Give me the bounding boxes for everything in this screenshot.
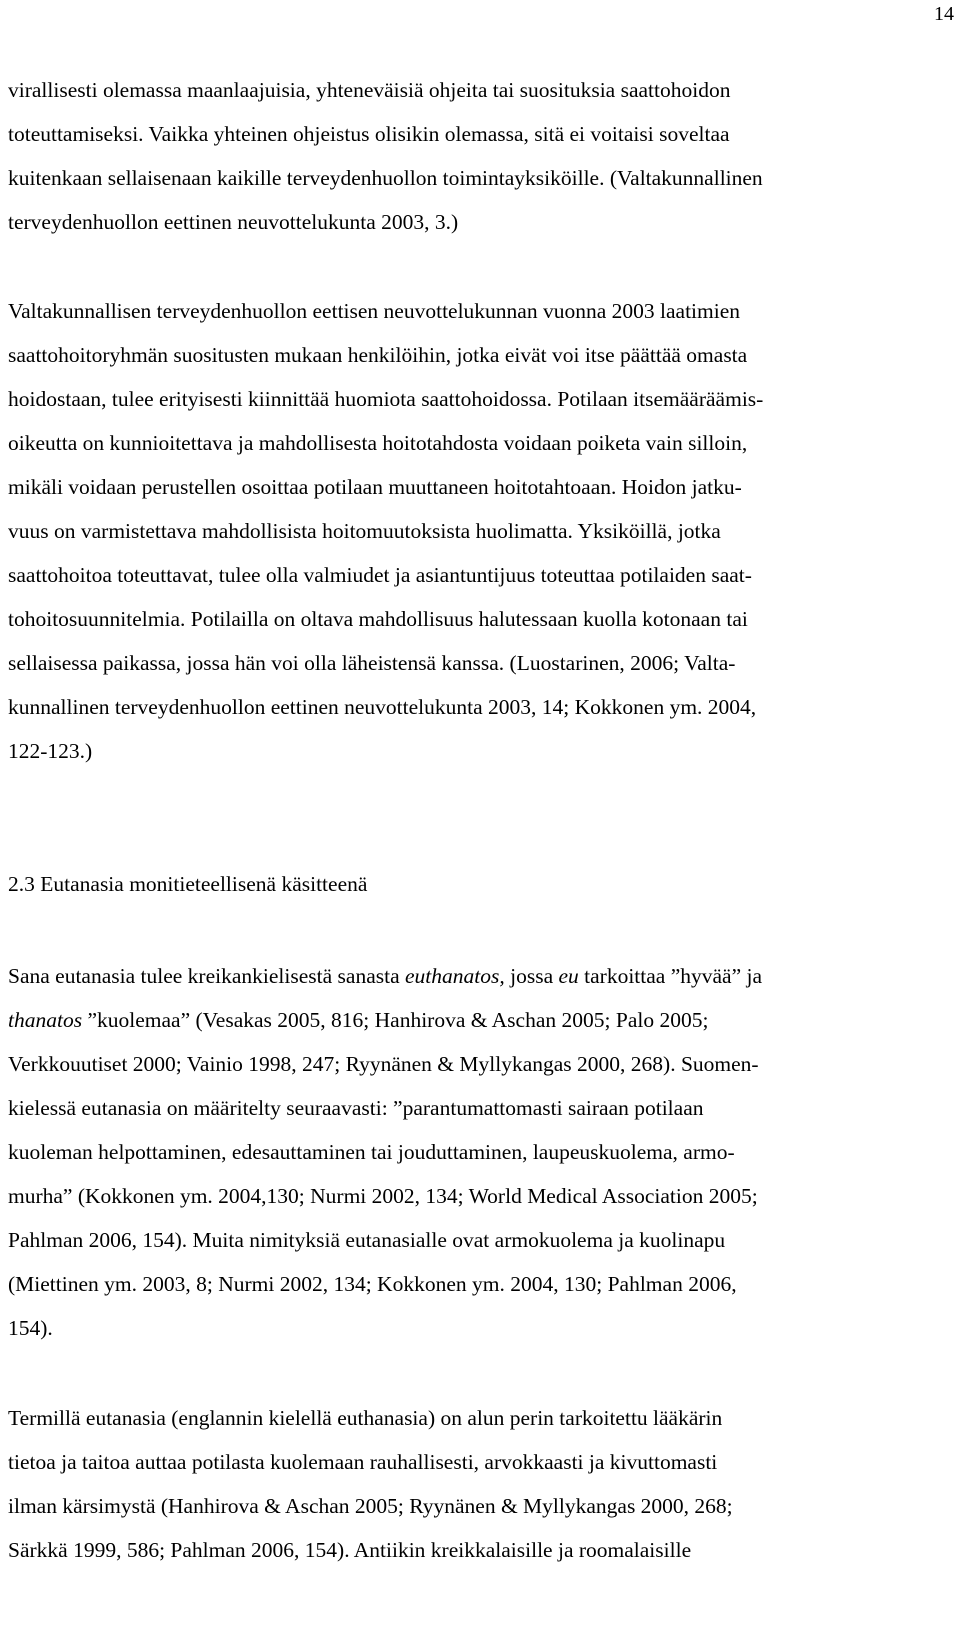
page-number: 14 (934, 3, 954, 25)
text-line: hoidostaan, tulee erityisesti kiinnittää huomiota saattohoidossa. Potilaan itsemääräämis- (8, 387, 764, 411)
text-line: tohoitosuunnitelmia. Potilailla on oltava mahdollisuus halutessaan kuolla kotonaan tai (8, 607, 748, 631)
text-line: kunnallinen terveydenhuollon eettinen neuvottelukunta 2003, 14; Kokkonen ym. 2004, (8, 695, 757, 719)
text-line: toteuttamiseksi. Vaikka yhteinen ohjeistus olisikin olemassa, sitä ei voitaisi soveltaa (8, 122, 730, 146)
text-line: kielessä eutanasia on määritelty seuraavasti: ”parantumattomasti sairaan potilaan (8, 1096, 704, 1120)
text-line: Valtakunnallisen terveydenhuollon eettisen neuvottelukunnan vuonna 2003 laatimien (8, 299, 741, 323)
text-line: saattohoitoryhmän suositusten mukaan henkilöihin, jotka eivät voi itse päättää omasta (8, 343, 748, 367)
italic-term: thanatos (8, 1008, 83, 1032)
text-line: kuoleman helpottaminen, edesauttaminen tai jouduttaminen, laupeuskuolema, armo- (8, 1140, 735, 1164)
text-line: saattohoitoa toteuttavat, tulee olla valmiudet ja asiantuntijuus toteuttaa potilaiden saat- (8, 563, 752, 587)
text-line (8, 1006, 708, 1034)
text-line: kuitenkaan sellaisenaan kaikille terveydenhuollon toimintayksiköille. (Valtakunnallinen (8, 166, 763, 190)
text-run: tarkoittaa ”hyvää” ja (578, 964, 763, 988)
text-line: oikeutta on kunnioitettava ja mahdollisesta hoitotahdosta voidaan poiketa vain silloin, (8, 431, 748, 455)
text-line: vuus on varmistettava mahdollisista hoitomuutoksista huolimatta. Yksiköillä, jotka (8, 519, 721, 543)
text-line: virallisesti olemassa maanlaajuisia, yhteneväisiä ohjeita tai suosituksia saattohoidon (8, 78, 731, 102)
text-line: 122-123.) (8, 739, 93, 763)
text-line: sellaisessa paikassa, jossa hän voi olla läheistensä kanssa. (Luostarinen, 2006; Valta- (8, 651, 736, 675)
text-line: terveydenhuollon eettinen neuvottelukunta 2003, 3.) (8, 210, 459, 234)
text-line: tietoa ja taitoa auttaa potilasta kuolemaan rauhallisesti, arvokkaasti ja kivuttomasti (8, 1450, 718, 1474)
italic-term: eu (558, 964, 579, 988)
text-line: murha” (Kokkonen ym. 2004,130; Nurmi 2002, 134; World Medical Association 2005; (8, 1184, 758, 1208)
text-line (8, 962, 762, 990)
section-heading: 2.3 Eutanasia monitieteellisenä käsitteenä (8, 872, 368, 896)
text-line: Särkkä 1999, 586; Pahlman 2006, 154). Antiikin kreikkalaisille ja roomalaisille (8, 1538, 692, 1562)
text-run: Sana eutanasia tulee kreikankielisestä sanasta (8, 964, 405, 988)
text-line: (Miettinen ym. 2003, 8; Nurmi 2002, 134; Kokkonen ym. 2004, 130; Pahlman 2006, (8, 1272, 737, 1296)
text-line: ilman kärsimystä (Hanhirova & Aschan 2005; Ryynänen & Myllykangas 2000, 268; (8, 1494, 733, 1518)
text-line: 154). (8, 1316, 53, 1340)
text-line: mikäli voidaan perustellen osoittaa potilaan muuttaneen hoitotahtoaan. Hoidon jatku- (8, 475, 742, 499)
text-line: Termillä eutanasia (englannin kielellä euthanasia) on alun perin tarkoitettu lääkärin (8, 1406, 723, 1430)
italic-term: euthanatos, (405, 964, 505, 988)
text-run: ”kuolemaa” (Vesakas 2005, 816; Hanhirova & Aschan 2005; Palo 2005; (82, 1008, 709, 1032)
text-line: Verkkouutiset 2000; Vainio 1998, 247; Ryynänen & Myllykangas 2000, 268). Suomen- (8, 1052, 759, 1076)
text-run: jossa (504, 964, 559, 988)
text-line: Pahlman 2006, 154). Muita nimityksiä eutanasialle ovat armokuolema ja kuolinapu (8, 1228, 726, 1252)
